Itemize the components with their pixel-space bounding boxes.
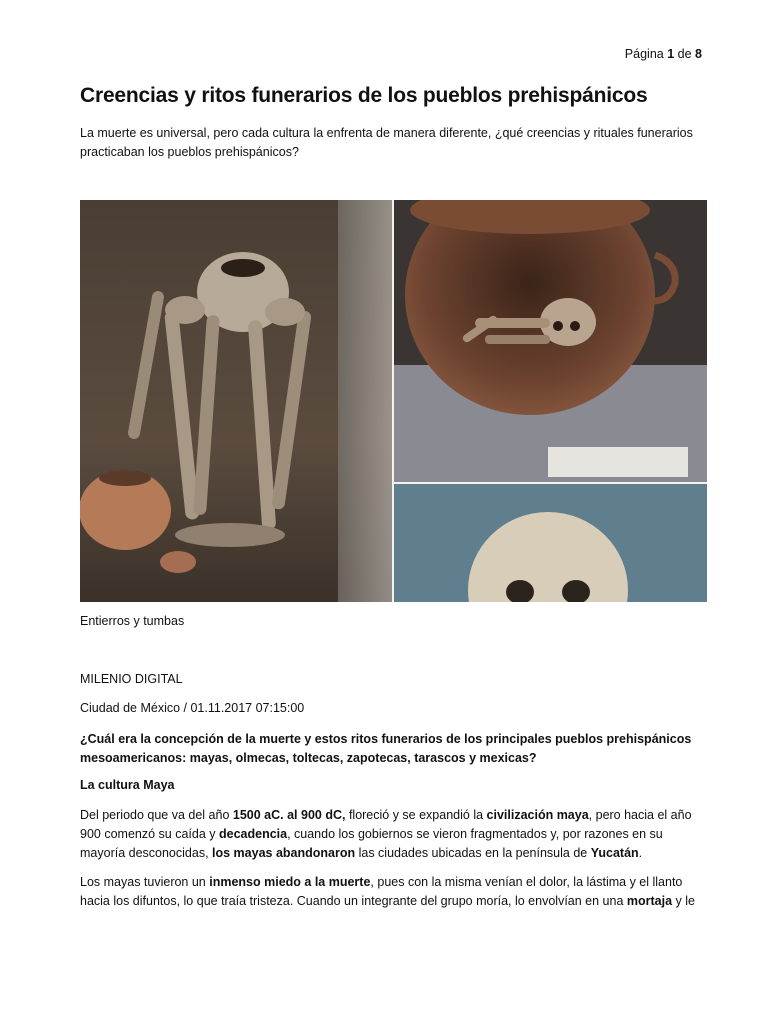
- source-label: MILENIO DIGITAL: [80, 672, 183, 686]
- page-mid: de: [677, 47, 692, 61]
- paragraph-1: Del periodo que va del año 1500 aC. al 900 dC, floreció y se expandió la civilización maya, pero hacia el año 900 comenzó su caída y decadencia, cuando los gobiernos se vieron fragmentados y, por razones en su mayoría desconocidas, los mayas abandonaron las ciudades ubicadas en la península de Yucatán.: [80, 808, 692, 860]
- page-title: Creencias y ritos funerarios de los pueblos prehispánicos: [80, 84, 648, 107]
- burial-photo-collage: [80, 200, 707, 602]
- page-total: 8: [695, 47, 702, 61]
- page-current: 1: [667, 47, 675, 61]
- intro-question: ¿Cuál era la concepción de la muerte y estos ritos funerarios de los principales pueblos prehispánicos mesoamericanos: mayas, olmecas, toltecas, zapotecas, tarascos y mexicas?: [80, 732, 692, 765]
- knee-left: [165, 296, 205, 324]
- page-number: [625, 47, 702, 61]
- dateline: Ciudad de México / 01.11.2017 07:15:00: [80, 701, 305, 715]
- page-prefix: Página: [624, 47, 664, 61]
- lead-paragraph: La muerte es universal, pero cada cultura la enfrenta de manera diferente, ¿qué creencias y rituales funerarios practicaban los pueblos prehispánicos?: [80, 126, 693, 159]
- photo-divider-horizontal: [394, 482, 707, 484]
- figure-caption: Entierros y tumbas: [80, 614, 185, 628]
- knee-right: [265, 298, 305, 326]
- museum-label-card: [548, 447, 688, 477]
- burial-pit-wall: [338, 200, 392, 602]
- clay-pot-mouth: [99, 470, 151, 486]
- paragraph-2: Los mayas tuvieron un inmenso miedo a la muerte, pues con la misma venían el dolor, la lástima y el llanto hacia los difuntos, lo que traía tristeza. Cuando un integrante del grupo moría, lo envolvían en una mortaja y le: [80, 875, 695, 908]
- infant-bones-2: [485, 335, 550, 344]
- skull-opening: [221, 259, 265, 277]
- photo-divider-vertical: [392, 200, 394, 602]
- pelvis: [175, 523, 285, 547]
- section-heading: La cultura Maya: [80, 778, 175, 792]
- small-stone: [160, 551, 196, 573]
